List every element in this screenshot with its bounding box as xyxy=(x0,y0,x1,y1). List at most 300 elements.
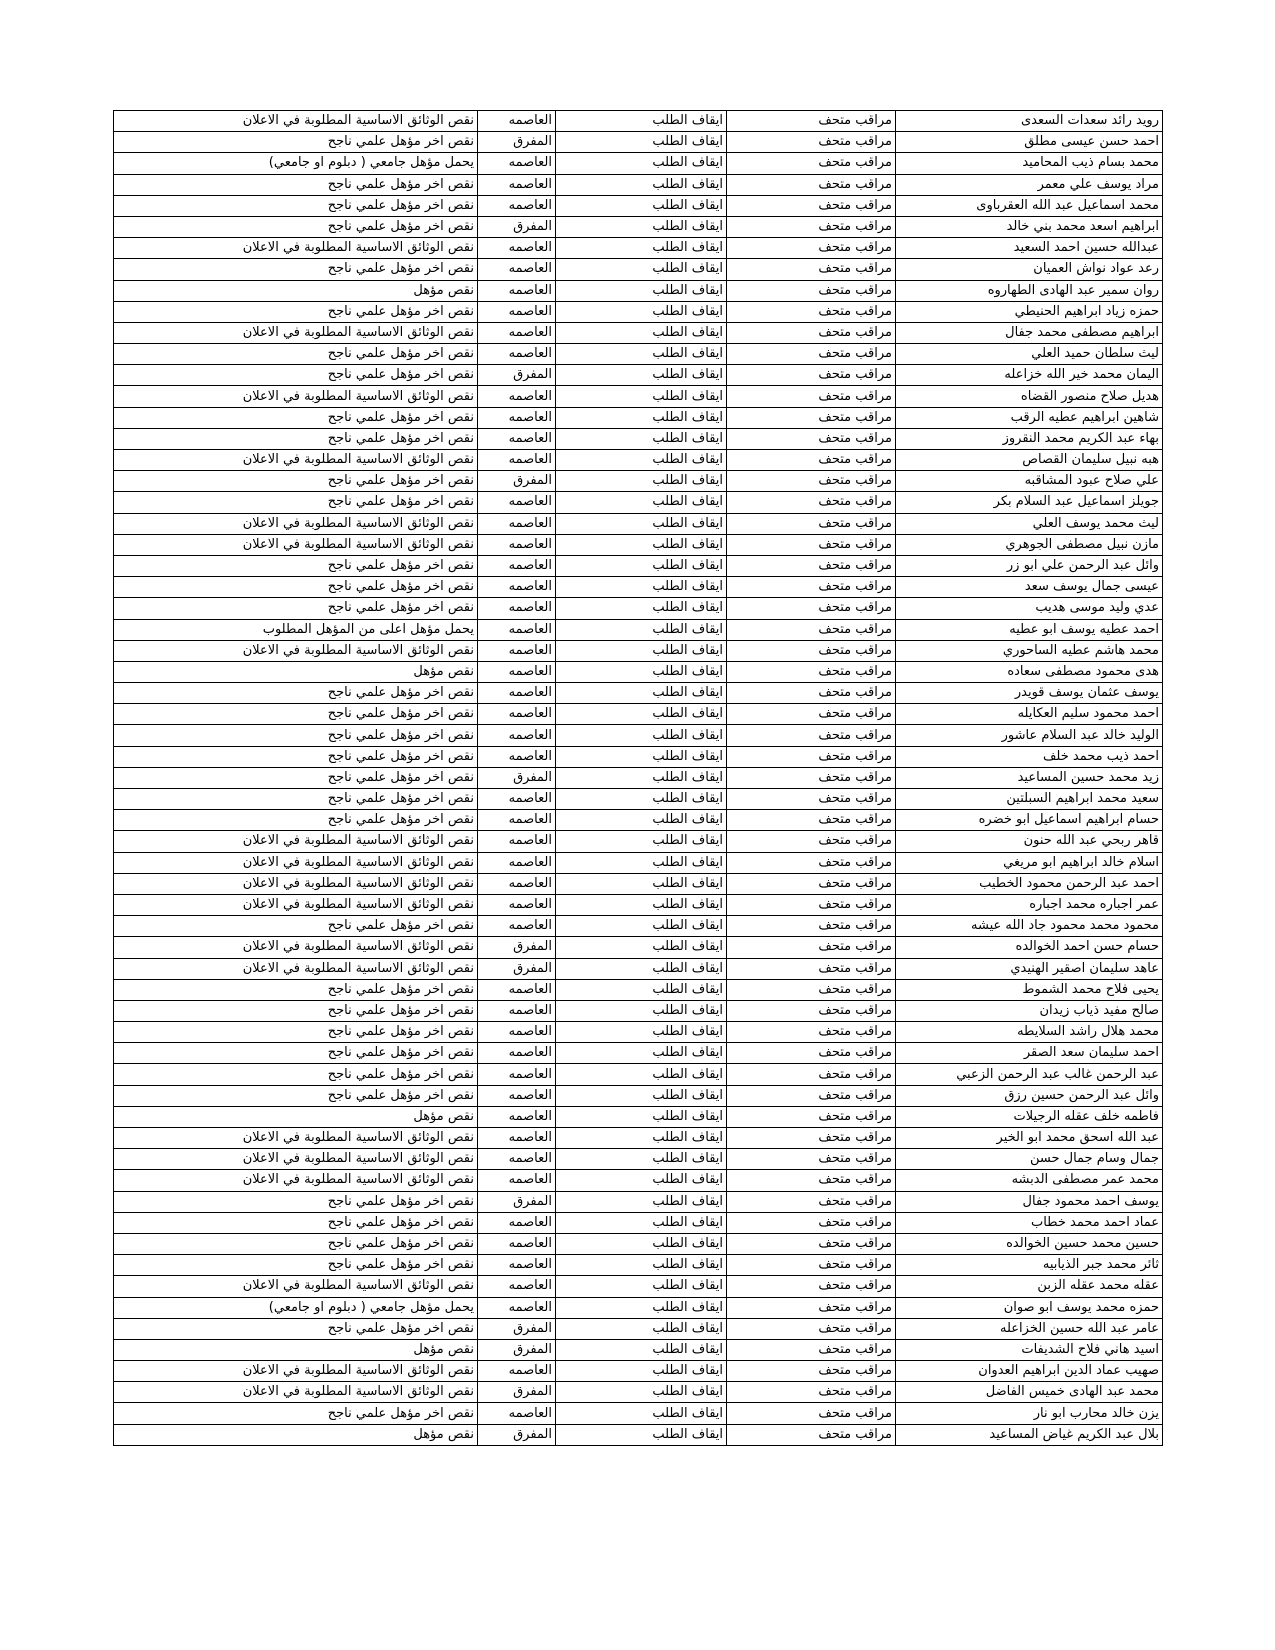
status-cell: ايقاف الطلب xyxy=(556,386,727,407)
table-row xyxy=(114,683,1163,704)
name-cell: يحيى فلاح محمد الشموط xyxy=(896,979,1163,1000)
table-row xyxy=(114,471,1163,492)
city-cell: المفرق xyxy=(478,958,556,979)
city-cell: العاصمه xyxy=(478,492,556,513)
reason-cell: نقص اخر مؤهل علمي ناجح xyxy=(114,810,478,831)
table-row xyxy=(114,365,1163,386)
status-cell: ايقاف الطلب xyxy=(556,344,727,365)
name-cell: فاطمه خلف عقله الرجيلات xyxy=(896,1106,1163,1127)
table-row xyxy=(114,873,1163,894)
name-cell: سعيد محمد ابراهيم السبلتين xyxy=(896,789,1163,810)
name-cell: محمد عمر مصطفى الدبشه xyxy=(896,1170,1163,1191)
reason-cell: نقص الوثائق الاساسية المطلوبة في الاعلان xyxy=(114,534,478,555)
job-title-cell: مراقب متحف xyxy=(727,852,896,873)
city-cell: العاصمه xyxy=(478,1043,556,1064)
city-cell: العاصمه xyxy=(478,322,556,343)
reason-cell: نقص اخر مؤهل علمي ناجح xyxy=(114,577,478,598)
reason-cell: نقص الوثائق الاساسية المطلوبة في الاعلان xyxy=(114,1128,478,1149)
status-cell: ايقاف الطلب xyxy=(556,238,727,259)
status-cell: ايقاف الطلب xyxy=(556,1233,727,1254)
reason-cell: نقص الوثائق الاساسية المطلوبة في الاعلان xyxy=(114,322,478,343)
reason-cell: نقص اخر مؤهل علمي ناجح xyxy=(114,1255,478,1276)
job-title-cell: مراقب متحف xyxy=(727,301,896,322)
name-cell: مازن نبيل مصطفى الجوهري xyxy=(896,534,1163,555)
table-row xyxy=(114,513,1163,534)
name-cell: عقله محمد عقله الزبن xyxy=(896,1276,1163,1297)
name-cell: اسلام خالد ابراهيم ابو مريغي xyxy=(896,852,1163,873)
status-cell: ايقاف الطلب xyxy=(556,1403,727,1424)
status-cell: ايقاف الطلب xyxy=(556,577,727,598)
name-cell: يوسف عثمان يوسف قويدر xyxy=(896,683,1163,704)
name-cell: اليمان محمد خير الله خزاعله xyxy=(896,365,1163,386)
status-cell: ايقاف الطلب xyxy=(556,873,727,894)
city-cell: العاصمه xyxy=(478,683,556,704)
reason-cell: نقص اخر مؤهل علمي ناجح xyxy=(114,704,478,725)
status-cell: ايقاف الطلب xyxy=(556,746,727,767)
reason-cell: نقص الوثائق الاساسية المطلوبة في الاعلان xyxy=(114,1361,478,1382)
city-cell: العاصمه xyxy=(478,1106,556,1127)
job-title-cell: مراقب متحف xyxy=(727,344,896,365)
name-cell: رويد رائد سعدات السعدى xyxy=(896,111,1163,132)
table-row xyxy=(114,1361,1163,1382)
name-cell: زيد محمد حسين المساعيد xyxy=(896,767,1163,788)
city-cell: العاصمه xyxy=(478,577,556,598)
reason-cell: نقص الوثائق الاساسية المطلوبة في الاعلان xyxy=(114,450,478,471)
city-cell: العاصمه xyxy=(478,1149,556,1170)
name-cell: احمد عبد الرحمن محمود الخطيب xyxy=(896,873,1163,894)
city-cell: العاصمه xyxy=(478,195,556,216)
city-cell: العاصمه xyxy=(478,746,556,767)
job-title-cell: مراقب متحف xyxy=(727,555,896,576)
reason-cell: نقص اخر مؤهل علمي ناجح xyxy=(114,598,478,619)
status-cell: ايقاف الطلب xyxy=(556,767,727,788)
table-row xyxy=(114,1064,1163,1085)
table-row xyxy=(114,555,1163,576)
status-cell: ايقاف الطلب xyxy=(556,937,727,958)
city-cell: المفرق xyxy=(478,1382,556,1403)
job-title-cell: مراقب متحف xyxy=(727,1382,896,1403)
status-cell: ايقاف الطلب xyxy=(556,259,727,280)
city-cell: العاصمه xyxy=(478,789,556,810)
reason-cell: نقص اخر مؤهل علمي ناجح xyxy=(114,471,478,492)
city-cell: العاصمه xyxy=(478,1022,556,1043)
job-title-cell: مراقب متحف xyxy=(727,958,896,979)
city-cell: العاصمه xyxy=(478,873,556,894)
status-cell: ايقاف الطلب xyxy=(556,471,727,492)
reason-cell: نقص اخر مؤهل علمي ناجح xyxy=(114,1064,478,1085)
job-title-cell: مراقب متحف xyxy=(727,577,896,598)
city-cell: العاصمه xyxy=(478,1297,556,1318)
city-cell: العاصمه xyxy=(478,407,556,428)
status-cell: ايقاف الطلب xyxy=(556,195,727,216)
city-cell: العاصمه xyxy=(478,1276,556,1297)
job-title-cell: مراقب متحف xyxy=(727,767,896,788)
reason-cell: نقص اخر مؤهل علمي ناجح xyxy=(114,1212,478,1233)
reason-cell: نقص اخر مؤهل علمي ناجح xyxy=(114,683,478,704)
status-cell: ايقاف الطلب xyxy=(556,640,727,661)
reason-cell: نقص اخر مؤهل علمي ناجح xyxy=(114,216,478,237)
status-cell: ايقاف الطلب xyxy=(556,1128,727,1149)
table-row xyxy=(114,238,1163,259)
status-cell: ايقاف الطلب xyxy=(556,1424,727,1445)
job-title-cell: مراقب متحف xyxy=(727,1149,896,1170)
job-title-cell: مراقب متحف xyxy=(727,386,896,407)
reason-cell: نقص مؤهل xyxy=(114,280,478,301)
job-title-cell: مراقب متحف xyxy=(727,1276,896,1297)
reason-cell: نقص مؤهل xyxy=(114,1339,478,1360)
name-cell: الوليد خالد عبد السلام عاشور xyxy=(896,725,1163,746)
job-title-cell: مراقب متحف xyxy=(727,1403,896,1424)
job-title-cell: مراقب متحف xyxy=(727,746,896,767)
table-row xyxy=(114,810,1163,831)
reason-cell: نقص اخر مؤهل علمي ناجح xyxy=(114,1000,478,1021)
table-row xyxy=(114,492,1163,513)
name-cell: مراد يوسف علي معمر xyxy=(896,174,1163,195)
status-cell: ايقاف الطلب xyxy=(556,916,727,937)
job-title-cell: مراقب متحف xyxy=(727,280,896,301)
name-cell: هديل صلاح منصور القضاه xyxy=(896,386,1163,407)
reason-cell: نقص الوثائق الاساسية المطلوبة في الاعلان xyxy=(114,1149,478,1170)
status-cell: ايقاف الطلب xyxy=(556,174,727,195)
city-cell: المفرق xyxy=(478,471,556,492)
city-cell: العاصمه xyxy=(478,450,556,471)
status-cell: ايقاف الطلب xyxy=(556,1022,727,1043)
table-row xyxy=(114,322,1163,343)
city-cell: المفرق xyxy=(478,132,556,153)
city-cell: العاصمه xyxy=(478,513,556,534)
name-cell: قاهر ربحي عبد الله حنون xyxy=(896,831,1163,852)
name-cell: بلال عبد الكريم غياض المساعيد xyxy=(896,1424,1163,1445)
name-cell: هدى محمود مصطفى سعاده xyxy=(896,661,1163,682)
reason-cell: نقص اخر مؤهل علمي ناجح xyxy=(114,195,478,216)
table-row xyxy=(114,958,1163,979)
city-cell: العاصمه xyxy=(478,619,556,640)
job-title-cell: مراقب متحف xyxy=(727,1233,896,1254)
name-cell: حسام حسن احمد الخوالده xyxy=(896,937,1163,958)
table-row xyxy=(114,428,1163,449)
reason-cell: نقص اخر مؤهل علمي ناجح xyxy=(114,767,478,788)
reason-cell: نقص مؤهل xyxy=(114,1106,478,1127)
reason-cell: نقص اخر مؤهل علمي ناجح xyxy=(114,1233,478,1254)
job-title-cell: مراقب متحف xyxy=(727,704,896,725)
job-title-cell: مراقب متحف xyxy=(727,979,896,1000)
reason-cell: نقص الوثائق الاساسية المطلوبة في الاعلان xyxy=(114,1170,478,1191)
table-row xyxy=(114,1149,1163,1170)
status-cell: ايقاف الطلب xyxy=(556,1212,727,1233)
job-title-cell: مراقب متحف xyxy=(727,1297,896,1318)
status-cell: ايقاف الطلب xyxy=(556,1318,727,1339)
reason-cell: نقص اخر مؤهل علمي ناجح xyxy=(114,979,478,1000)
job-title-cell: مراقب متحف xyxy=(727,174,896,195)
name-cell: صهيب عماد الدين ابراهيم العدوان xyxy=(896,1361,1163,1382)
table-row xyxy=(114,1022,1163,1043)
status-cell: ايقاف الطلب xyxy=(556,111,727,132)
city-cell: العاصمه xyxy=(478,598,556,619)
table-row xyxy=(114,407,1163,428)
reason-cell: نقص اخر مؤهل علمي ناجح xyxy=(114,492,478,513)
status-cell: ايقاف الطلب xyxy=(556,1382,727,1403)
name-cell: عمر اجباره محمد اجباره xyxy=(896,894,1163,915)
table-row xyxy=(114,111,1163,132)
table-row xyxy=(114,1128,1163,1149)
job-title-cell: مراقب متحف xyxy=(727,1255,896,1276)
table-row xyxy=(114,1043,1163,1064)
table-row xyxy=(114,1212,1163,1233)
status-cell: ايقاف الطلب xyxy=(556,683,727,704)
name-cell: عامر عبد الله حسين الخزاعله xyxy=(896,1318,1163,1339)
reason-cell: نقص اخر مؤهل علمي ناجح xyxy=(114,725,478,746)
table-row xyxy=(114,1339,1163,1360)
reason-cell: نقص اخر مؤهل علمي ناجح xyxy=(114,1191,478,1212)
reason-cell: نقص اخر مؤهل علمي ناجح xyxy=(114,344,478,365)
table-row xyxy=(114,789,1163,810)
name-cell: ليث محمد يوسف العلي xyxy=(896,513,1163,534)
reason-cell: نقص الوثائق الاساسية المطلوبة في الاعلان xyxy=(114,386,478,407)
name-cell: عيسى جمال يوسف سعد xyxy=(896,577,1163,598)
table-row xyxy=(114,1255,1163,1276)
table-row xyxy=(114,916,1163,937)
job-title-cell: مراقب متحف xyxy=(727,216,896,237)
job-title-cell: مراقب متحف xyxy=(727,640,896,661)
reason-cell: يحمل مؤهل جامعي ( دبلوم او جامعي) xyxy=(114,153,478,174)
reason-cell: يحمل مؤهل اعلى من المؤهل المطلوب xyxy=(114,619,478,640)
job-title-cell: مراقب متحف xyxy=(727,1128,896,1149)
job-title-cell: مراقب متحف xyxy=(727,132,896,153)
city-cell: العاصمه xyxy=(478,1000,556,1021)
job-title-cell: مراقب متحف xyxy=(727,450,896,471)
status-cell: ايقاف الطلب xyxy=(556,513,727,534)
status-cell: ايقاف الطلب xyxy=(556,280,727,301)
job-title-cell: مراقب متحف xyxy=(727,661,896,682)
city-cell: العاصمه xyxy=(478,1212,556,1233)
name-cell: احمد محمود سليم العكايله xyxy=(896,704,1163,725)
table-row xyxy=(114,619,1163,640)
city-cell: العاصمه xyxy=(478,979,556,1000)
status-cell: ايقاف الطلب xyxy=(556,1106,727,1127)
name-cell: احمد عطيه يوسف ابو عطيه xyxy=(896,619,1163,640)
name-cell: بهاء عبد الكريم محمد النقروز xyxy=(896,428,1163,449)
city-cell: المفرق xyxy=(478,767,556,788)
table-row xyxy=(114,1424,1163,1445)
status-cell: ايقاف الطلب xyxy=(556,1297,727,1318)
status-cell: ايقاف الطلب xyxy=(556,789,727,810)
city-cell: العاصمه xyxy=(478,1128,556,1149)
job-title-cell: مراقب متحف xyxy=(727,1106,896,1127)
table-row xyxy=(114,577,1163,598)
reason-cell: نقص الوثائق الاساسية المطلوبة في الاعلان xyxy=(114,894,478,915)
job-title-cell: مراقب متحف xyxy=(727,365,896,386)
reason-cell: نقص الوثائق الاساسية المطلوبة في الاعلان xyxy=(114,640,478,661)
table-row xyxy=(114,937,1163,958)
reason-cell: نقص الوثائق الاساسية المطلوبة في الاعلان xyxy=(114,513,478,534)
name-cell: ثائر محمد جبر الذيابيه xyxy=(896,1255,1163,1276)
name-cell: شاهين ابراهيم عطيه الرقب xyxy=(896,407,1163,428)
status-cell: ايقاف الطلب xyxy=(556,407,727,428)
city-cell: العاصمه xyxy=(478,1233,556,1254)
reason-cell: نقص اخر مؤهل علمي ناجح xyxy=(114,1043,478,1064)
name-cell: وائل عبد الرحمن حسين رزق xyxy=(896,1085,1163,1106)
job-title-cell: مراقب متحف xyxy=(727,259,896,280)
reason-cell: نقص اخر مؤهل علمي ناجح xyxy=(114,555,478,576)
job-title-cell: مراقب متحف xyxy=(727,238,896,259)
city-cell: العاصمه xyxy=(478,301,556,322)
table-row xyxy=(114,259,1163,280)
name-cell: محمد اسماعيل عبد الله العقرباوى xyxy=(896,195,1163,216)
table-row xyxy=(114,1297,1163,1318)
reason-cell: نقص اخر مؤهل علمي ناجح xyxy=(114,132,478,153)
job-title-cell: مراقب متحف xyxy=(727,1170,896,1191)
reason-cell: نقص اخر مؤهل علمي ناجح xyxy=(114,1403,478,1424)
table-row xyxy=(114,640,1163,661)
job-title-cell: مراقب متحف xyxy=(727,831,896,852)
job-title-cell: مراقب متحف xyxy=(727,1191,896,1212)
reason-cell: نقص الوثائق الاساسية المطلوبة في الاعلان xyxy=(114,238,478,259)
city-cell: العاصمه xyxy=(478,259,556,280)
job-title-cell: مراقب متحف xyxy=(727,725,896,746)
job-title-cell: مراقب متحف xyxy=(727,1022,896,1043)
status-cell: ايقاف الطلب xyxy=(556,132,727,153)
job-title-cell: مراقب متحف xyxy=(727,1064,896,1085)
reason-cell: نقص اخر مؤهل علمي ناجح xyxy=(114,1085,478,1106)
name-cell: اسيد هاني فلاح الشديفات xyxy=(896,1339,1163,1360)
table-row xyxy=(114,1276,1163,1297)
table-row xyxy=(114,174,1163,195)
status-cell: ايقاف الطلب xyxy=(556,1043,727,1064)
status-cell: ايقاف الطلب xyxy=(556,216,727,237)
status-cell: ايقاف الطلب xyxy=(556,322,727,343)
status-cell: ايقاف الطلب xyxy=(556,1064,727,1085)
job-title-cell: مراقب متحف xyxy=(727,195,896,216)
job-title-cell: مراقب متحف xyxy=(727,873,896,894)
city-cell: العاصمه xyxy=(478,534,556,555)
job-title-cell: مراقب متحف xyxy=(727,1085,896,1106)
status-cell: ايقاف الطلب xyxy=(556,555,727,576)
job-title-cell: مراقب متحف xyxy=(727,1361,896,1382)
job-title-cell: مراقب متحف xyxy=(727,428,896,449)
city-cell: العاصمه xyxy=(478,916,556,937)
name-cell: احمد سليمان سعد الصقر xyxy=(896,1043,1163,1064)
job-title-cell: مراقب متحف xyxy=(727,1318,896,1339)
table-row xyxy=(114,852,1163,873)
name-cell: عماد احمد محمد خطاب xyxy=(896,1212,1163,1233)
reason-cell: نقص الوثائق الاساسية المطلوبة في الاعلان xyxy=(114,937,478,958)
name-cell: روان سمير عبد الهادى الطهاروه xyxy=(896,280,1163,301)
city-cell: العاصمه xyxy=(478,344,556,365)
city-cell: العاصمه xyxy=(478,428,556,449)
table-row xyxy=(114,746,1163,767)
status-cell: ايقاف الطلب xyxy=(556,619,727,640)
name-cell: محمود محمد محمود جاد الله عيشه xyxy=(896,916,1163,937)
job-title-cell: مراقب متحف xyxy=(727,492,896,513)
name-cell: محمد هاشم عطيه الساحوري xyxy=(896,640,1163,661)
name-cell: حسام ابراهيم اسماعيل ابو خضره xyxy=(896,810,1163,831)
table-row xyxy=(114,195,1163,216)
table-row xyxy=(114,280,1163,301)
table-row xyxy=(114,894,1163,915)
job-title-cell: مراقب متحف xyxy=(727,1424,896,1445)
city-cell: العاصمه xyxy=(478,661,556,682)
status-cell: ايقاف الطلب xyxy=(556,1361,727,1382)
status-cell: ايقاف الطلب xyxy=(556,1339,727,1360)
job-title-cell: مراقب متحف xyxy=(727,1000,896,1021)
city-cell: المفرق xyxy=(478,1318,556,1339)
reason-cell: يحمل مؤهل جامعي ( دبلوم او جامعي) xyxy=(114,1297,478,1318)
status-cell: ايقاف الطلب xyxy=(556,1191,727,1212)
table-row xyxy=(114,725,1163,746)
status-cell: ايقاف الطلب xyxy=(556,365,727,386)
name-cell: وائل عبد الرحمن علي ابو زر xyxy=(896,555,1163,576)
table-row xyxy=(114,1382,1163,1403)
status-cell: ايقاف الطلب xyxy=(556,725,727,746)
name-cell: محمد بسام ذيب المحاميد xyxy=(896,153,1163,174)
reason-cell: نقص مؤهل xyxy=(114,1424,478,1445)
job-title-cell: مراقب متحف xyxy=(727,789,896,810)
reason-cell: نقص الوثائق الاساسية المطلوبة في الاعلان xyxy=(114,873,478,894)
status-cell: ايقاف الطلب xyxy=(556,301,727,322)
status-cell: ايقاف الطلب xyxy=(556,1085,727,1106)
name-cell: حسين محمد حسين الخوالده xyxy=(896,1233,1163,1254)
table-row xyxy=(114,1000,1163,1021)
table-row xyxy=(114,1318,1163,1339)
city-cell: المفرق xyxy=(478,1339,556,1360)
table-row xyxy=(114,1085,1163,1106)
job-title-cell: مراقب متحف xyxy=(727,894,896,915)
status-cell: ايقاف الطلب xyxy=(556,831,727,852)
status-cell: ايقاف الطلب xyxy=(556,1255,727,1276)
table-row xyxy=(114,386,1163,407)
city-cell: العاصمه xyxy=(478,555,556,576)
job-title-cell: مراقب متحف xyxy=(727,619,896,640)
job-title-cell: مراقب متحف xyxy=(727,937,896,958)
status-cell: ايقاف الطلب xyxy=(556,894,727,915)
reason-cell: نقص الوثائق الاساسية المطلوبة في الاعلان xyxy=(114,958,478,979)
table-row xyxy=(114,1170,1163,1191)
reason-cell: نقص اخر مؤهل علمي ناجح xyxy=(114,1318,478,1339)
status-cell: ايقاف الطلب xyxy=(556,810,727,831)
city-cell: العاصمه xyxy=(478,1085,556,1106)
name-cell: عاهد سليمان اصقير الهنيدي xyxy=(896,958,1163,979)
status-cell: ايقاف الطلب xyxy=(556,704,727,725)
reason-cell: نقص اخر مؤهل علمي ناجح xyxy=(114,916,478,937)
job-title-cell: مراقب متحف xyxy=(727,534,896,555)
name-cell: يوسف احمد محمود جفال xyxy=(896,1191,1163,1212)
job-title-cell: مراقب متحف xyxy=(727,683,896,704)
city-cell: المفرق xyxy=(478,216,556,237)
reason-cell: نقص اخر مؤهل علمي ناجح xyxy=(114,407,478,428)
city-cell: العاصمه xyxy=(478,831,556,852)
reason-cell: نقص الوثائق الاساسية المطلوبة في الاعلان xyxy=(114,1382,478,1403)
status-cell: ايقاف الطلب xyxy=(556,428,727,449)
name-cell: احمد ذيب محمد خلف xyxy=(896,746,1163,767)
status-cell: ايقاف الطلب xyxy=(556,492,727,513)
reason-cell: نقص اخر مؤهل علمي ناجح xyxy=(114,1022,478,1043)
table-row xyxy=(114,1106,1163,1127)
table-row xyxy=(114,301,1163,322)
city-cell: العاصمه xyxy=(478,704,556,725)
status-cell: ايقاف الطلب xyxy=(556,534,727,555)
reason-cell: نقص مؤهل xyxy=(114,661,478,682)
city-cell: العاصمه xyxy=(478,894,556,915)
table-row xyxy=(114,767,1163,788)
job-title-cell: مراقب متحف xyxy=(727,153,896,174)
table-row xyxy=(114,831,1163,852)
name-cell: احمد حسن عيسى مطلق xyxy=(896,132,1163,153)
reason-cell: نقص اخر مؤهل علمي ناجح xyxy=(114,259,478,280)
reason-cell: نقص الوثائق الاساسية المطلوبة في الاعلان xyxy=(114,111,478,132)
job-title-cell: مراقب متحف xyxy=(727,111,896,132)
reason-cell: نقص الوثائق الاساسية المطلوبة في الاعلان xyxy=(114,1276,478,1297)
name-cell: عبدالله حسين احمد السعيد xyxy=(896,238,1163,259)
